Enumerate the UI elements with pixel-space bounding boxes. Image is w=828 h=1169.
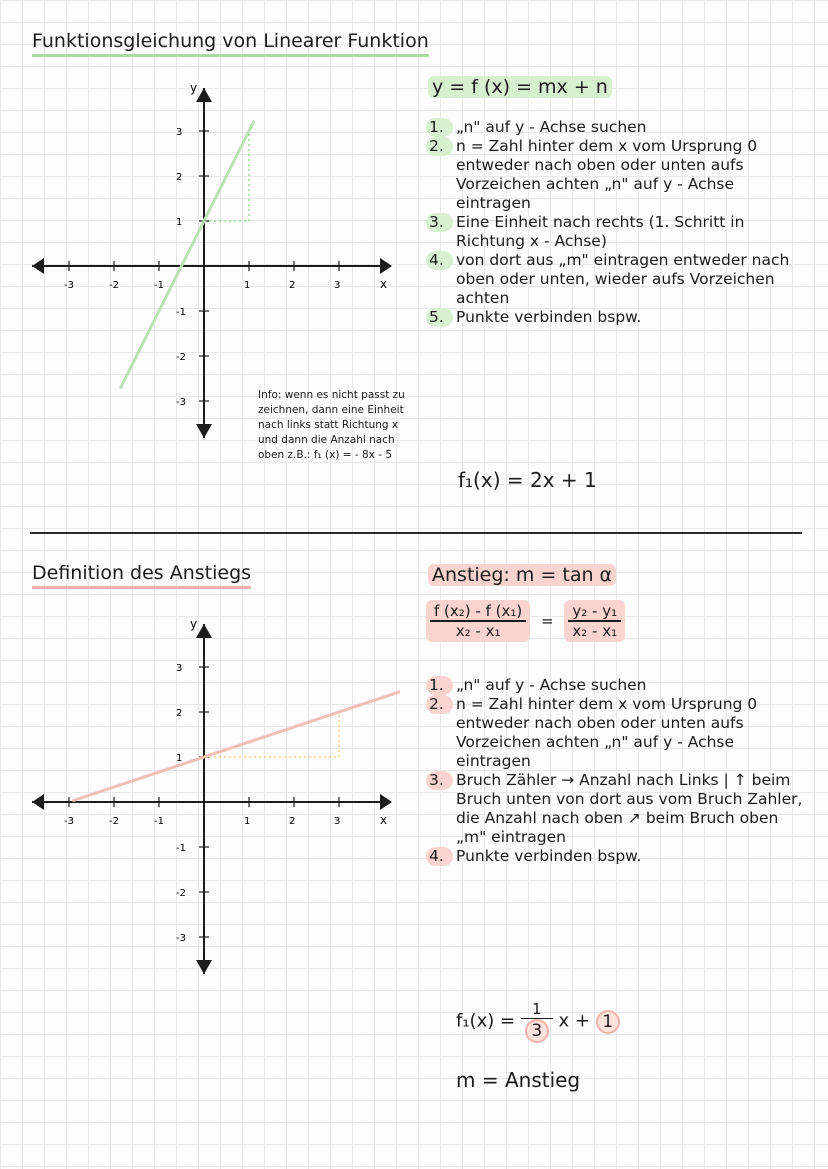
x-tick-label: -1 <box>154 280 164 291</box>
intercept-circle: 1 <box>596 1010 620 1034</box>
x-axis-arrow-right <box>380 794 392 810</box>
section2-step-3: 3. Bruch Zähler → Anzahl nach Links | ↑ beim Bruch unten von dort aus vom Bruch Zahler, die Anzahl nach oben ↗ beim Bruch oben „m" eintragen <box>426 771 806 847</box>
x-tick-label: -1 <box>154 816 164 827</box>
section1-steps <box>426 118 806 327</box>
y-tick-label: -3 <box>176 933 186 944</box>
y-tick-label: 2 <box>176 172 183 183</box>
section1-step-3: 3. Eine Einheit nach rechts (1. Schritt in Richtung x - Achse) <box>426 213 806 251</box>
info-note: Info: wenn es nicht passt zu zeichnen, dann eine Einheit nach links statt Richtung x und dann die Anzahl nach oben z.B.: f₁ (x) = - 8x - 5 <box>258 389 405 461</box>
x-axis-arrow-left <box>32 258 44 274</box>
x-axis-label: x <box>380 277 388 291</box>
x-axis-arrow-left <box>32 794 44 810</box>
x-tick-label: 3 <box>334 816 341 827</box>
x-tick-label: -3 <box>64 816 74 827</box>
y-tick-label: 3 <box>176 127 183 138</box>
function-line <box>74 691 401 800</box>
section2-step-4: 4. Punkte verbinden bspw. <box>426 847 806 866</box>
x-tick-label: 1 <box>244 816 251 827</box>
x-tick-label: -2 <box>109 816 119 827</box>
y-axis-label: y <box>190 81 198 95</box>
y-axis-arrow-up <box>196 624 212 638</box>
denominator-circle: 3 <box>525 1019 549 1043</box>
y-tick-label: -2 <box>176 352 186 363</box>
x-tick-label: 3 <box>334 280 341 291</box>
y-tick-label: -3 <box>176 397 186 408</box>
section2-example: f₁(x) = $\frac{1}{3}$ x + 1 <box>456 1000 620 1043</box>
slope-fraction: $\frac{\text{f (x₂) - f (x₁)}}{\text{x₂ - x₁}}$ = $\frac{\text{y₂ - y₁}}{\text{x₂ - x₁}}$ <box>426 600 625 642</box>
section2-title: Definition des Anstiegs <box>32 562 251 584</box>
section2-formula: Anstieg: m = tan α <box>428 564 616 586</box>
y-tick-label: -1 <box>176 843 186 854</box>
section2-steps <box>426 676 806 866</box>
section1-step-5: 5. Punkte verbinden bspw. <box>426 308 806 327</box>
section1-step-1: 1. „n" auf y - Achse suchen <box>426 118 806 137</box>
y-tick-label: 1 <box>176 217 183 228</box>
x-axis-arrow-right <box>380 258 392 274</box>
section-divider <box>30 532 802 534</box>
fraction-left: $\frac{\text{f (x₂) - f (x₁)}}{\text{x₂ - x₁}}$ <box>426 600 530 642</box>
m-note: m = Anstieg <box>456 1068 581 1092</box>
x-tick-label: 1 <box>244 280 251 291</box>
y-tick-label: -2 <box>176 888 186 899</box>
y-tick-label: 2 <box>176 708 183 719</box>
x-tick-label: 2 <box>289 280 296 291</box>
x-tick-label: -2 <box>109 280 119 291</box>
section1-title: Funktionsgleichung von Linearer Funktion <box>32 30 429 52</box>
y-tick-label: -1 <box>176 307 186 318</box>
y-tick-label: 3 <box>176 663 183 674</box>
section1-formula: y = f (x) = mx + n <box>428 76 612 98</box>
section1-step-4: 4. von dort aus „m" eintragen entweder nach oben oder unten, wieder aufs Vorzeichen achten <box>426 251 806 308</box>
section1-example: f₁(x) = 2x + 1 <box>458 468 597 492</box>
y-axis-label: y <box>190 617 198 631</box>
x-axis-label: x <box>380 813 388 827</box>
function-line <box>121 122 254 388</box>
x-tick-label: 2 <box>289 816 296 827</box>
fraction-right: $\frac{\text{y₂ - y₁}}{\text{x₂ - x₁}}$ <box>564 600 625 642</box>
y-axis-arrow-up <box>196 88 212 102</box>
x-tick-label: -3 <box>64 280 74 291</box>
y-axis-arrow-down <box>196 424 212 438</box>
section1-step-2: 2. n = Zahl hinter dem x vom Ursprung 0 entweder nach oben oder unten aufs Vorzeichen achten „n" auf y - Achse eintragen <box>426 137 806 213</box>
graph-slope <box>20 596 400 996</box>
section2-step-2: 2. n = Zahl hinter dem x vom Ursprung 0 entweder nach oben oder unten aufs Vorzeichen achten „n" auf y - Achse eintragen <box>426 695 806 771</box>
y-axis-arrow-down <box>196 960 212 974</box>
section2-step-1: 1. „n" auf y - Achse suchen <box>426 676 806 695</box>
y-tick-label: 1 <box>176 753 183 764</box>
